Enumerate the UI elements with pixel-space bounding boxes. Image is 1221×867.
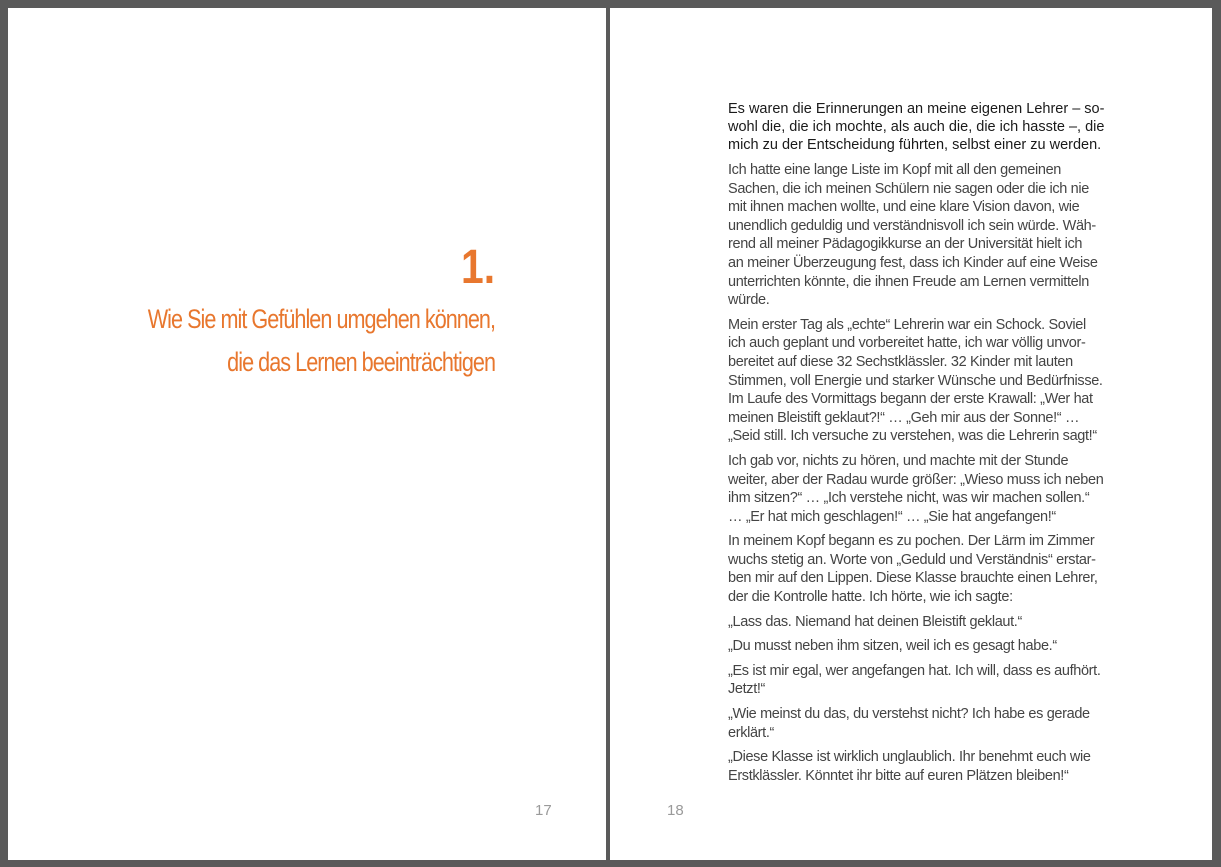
paragraph-line: Mein erster Tag als „echte“ Lehrerin war ein Schock. Soviel bbox=[728, 316, 1086, 333]
paragraph-line: rend all meiner Pädagogikkurse an der Universität hielt ich bbox=[728, 236, 1083, 253]
chapter-title-line: die das Lernen beeinträchtigen bbox=[227, 347, 496, 377]
paragraph-line: bereitet auf diese 32 Sechstklässler. 32 Kinder mit lauten bbox=[728, 353, 1073, 370]
paragraph-line: Erstklässler. Könntet ihr bitte auf euren Plätzen bleiben!“ bbox=[728, 767, 1069, 784]
paragraph bbox=[728, 748, 1178, 785]
body-text bbox=[728, 100, 1178, 791]
paragraph-line: meinen Bleistift geklaut?!“ … „Geh mir aus der Sonne!“ … bbox=[728, 409, 1080, 426]
intro-line: wohl die, die ich mochte, als auch die, die ich hasste –, die bbox=[728, 119, 1105, 135]
paragraph bbox=[728, 532, 1178, 606]
paragraph-line: „Seid still. Ich versuche zu verstehen, was die Lehrerin sagt!“ bbox=[728, 428, 1097, 445]
paragraph bbox=[728, 613, 1178, 632]
paragraph bbox=[728, 452, 1178, 526]
chapter-number: 1. bbox=[460, 241, 495, 294]
paragraph-line: In meinem Kopf begann es zu pochen. Der Lärm im Zimmer bbox=[728, 533, 1095, 550]
intro-line: mich zu der Entscheidung führten, selbst einer zu werden. bbox=[728, 137, 1102, 153]
page-number: 17 bbox=[535, 802, 552, 819]
intro-paragraph bbox=[728, 100, 1178, 154]
paragraph-list bbox=[728, 161, 1178, 785]
paragraph-line: Jetzt!“ bbox=[728, 681, 766, 698]
paragraph-line: ben mir auf den Lippen. Diese Klasse brauchte einen Lehrer, bbox=[728, 570, 1098, 587]
paragraph-line: … „Er hat mich geschlagen!“ … „Sie hat angefangen!“ bbox=[728, 508, 1056, 525]
paragraph-line: Sachen, die ich meinen Schülern nie sagen oder die ich nie bbox=[728, 180, 1089, 197]
paragraph-line: Ich gab vor, nichts zu hören, und machte mit der Stunde bbox=[728, 452, 1069, 469]
page-17 bbox=[8, 8, 606, 860]
paragraph-line: erklärt.“ bbox=[728, 724, 774, 741]
paragraph-line: ihm sitzen?“ … „Ich verstehe nicht, was wir machen sollen.“ bbox=[728, 490, 1090, 507]
paragraph-line: würde. bbox=[728, 292, 770, 309]
paragraph-line: „Wie meinst du das, du verstehst nicht? Ich habe es gerade bbox=[728, 706, 1090, 723]
paragraph bbox=[728, 316, 1178, 446]
paragraph-line: „Es ist mir egal, wer angefangen hat. Ich will, dass es aufhört. bbox=[728, 662, 1101, 679]
chapter-title bbox=[15, 298, 495, 384]
paragraph-line: an meiner Überzeugung fest, dass ich Kinder auf eine Weise bbox=[728, 254, 1098, 271]
paragraph bbox=[728, 662, 1178, 699]
paragraph-line: „Du musst neben ihm sitzen, weil ich es gesagt habe.“ bbox=[728, 638, 1057, 655]
paragraph-line: Im Laufe des Vormittags begann der erste Krawall: „Wer hat bbox=[728, 391, 1093, 408]
page-number: 18 bbox=[667, 802, 684, 819]
paragraph bbox=[728, 705, 1178, 742]
paragraph-line: weiter, aber der Radau wurde größer: „Wieso muss ich neben bbox=[728, 471, 1104, 488]
paragraph-line: unterrichten könnte, die ihnen Freude am Lernen vermitteln bbox=[728, 273, 1089, 290]
paragraph-line: ich auch geplant und vorbereitet hatte, ich war völlig unvor- bbox=[728, 335, 1086, 352]
intro-line: Es waren die Erinnerungen an meine eigenen Lehrer – so- bbox=[728, 101, 1105, 117]
paragraph-line: Stimmen, voll Energie und starker Wünsche und Bedürfnisse. bbox=[728, 372, 1103, 389]
paragraph-line: „Diese Klasse ist wirklich unglaublich. Ihr benehmt euch wie bbox=[728, 749, 1091, 766]
paragraph-line: mit ihnen machen wollte, und eine klare Vision davon, wie bbox=[728, 199, 1080, 216]
paragraph bbox=[728, 637, 1178, 656]
paragraph-line: der die Kontrolle hatte. Ich hörte, wie ich sagte: bbox=[728, 589, 1013, 606]
paragraph bbox=[728, 161, 1178, 310]
page-18 bbox=[610, 8, 1212, 860]
chapter-title-line: Wie Sie mit Gefühlen umgehen können, bbox=[147, 304, 496, 334]
paragraph-line: Ich hatte eine lange Liste im Kopf mit all den gemeinen bbox=[728, 162, 1061, 178]
paragraph-line: „Lass das. Niemand hat deinen Bleistift geklaut.“ bbox=[728, 613, 1022, 630]
paragraph-line: unendlich geduldig und verständnisvoll ich sein würde. Wäh- bbox=[728, 217, 1096, 234]
paragraph-line: wuchs stetig an. Worte von „Geduld und Verständnis“ erstar- bbox=[728, 551, 1096, 568]
